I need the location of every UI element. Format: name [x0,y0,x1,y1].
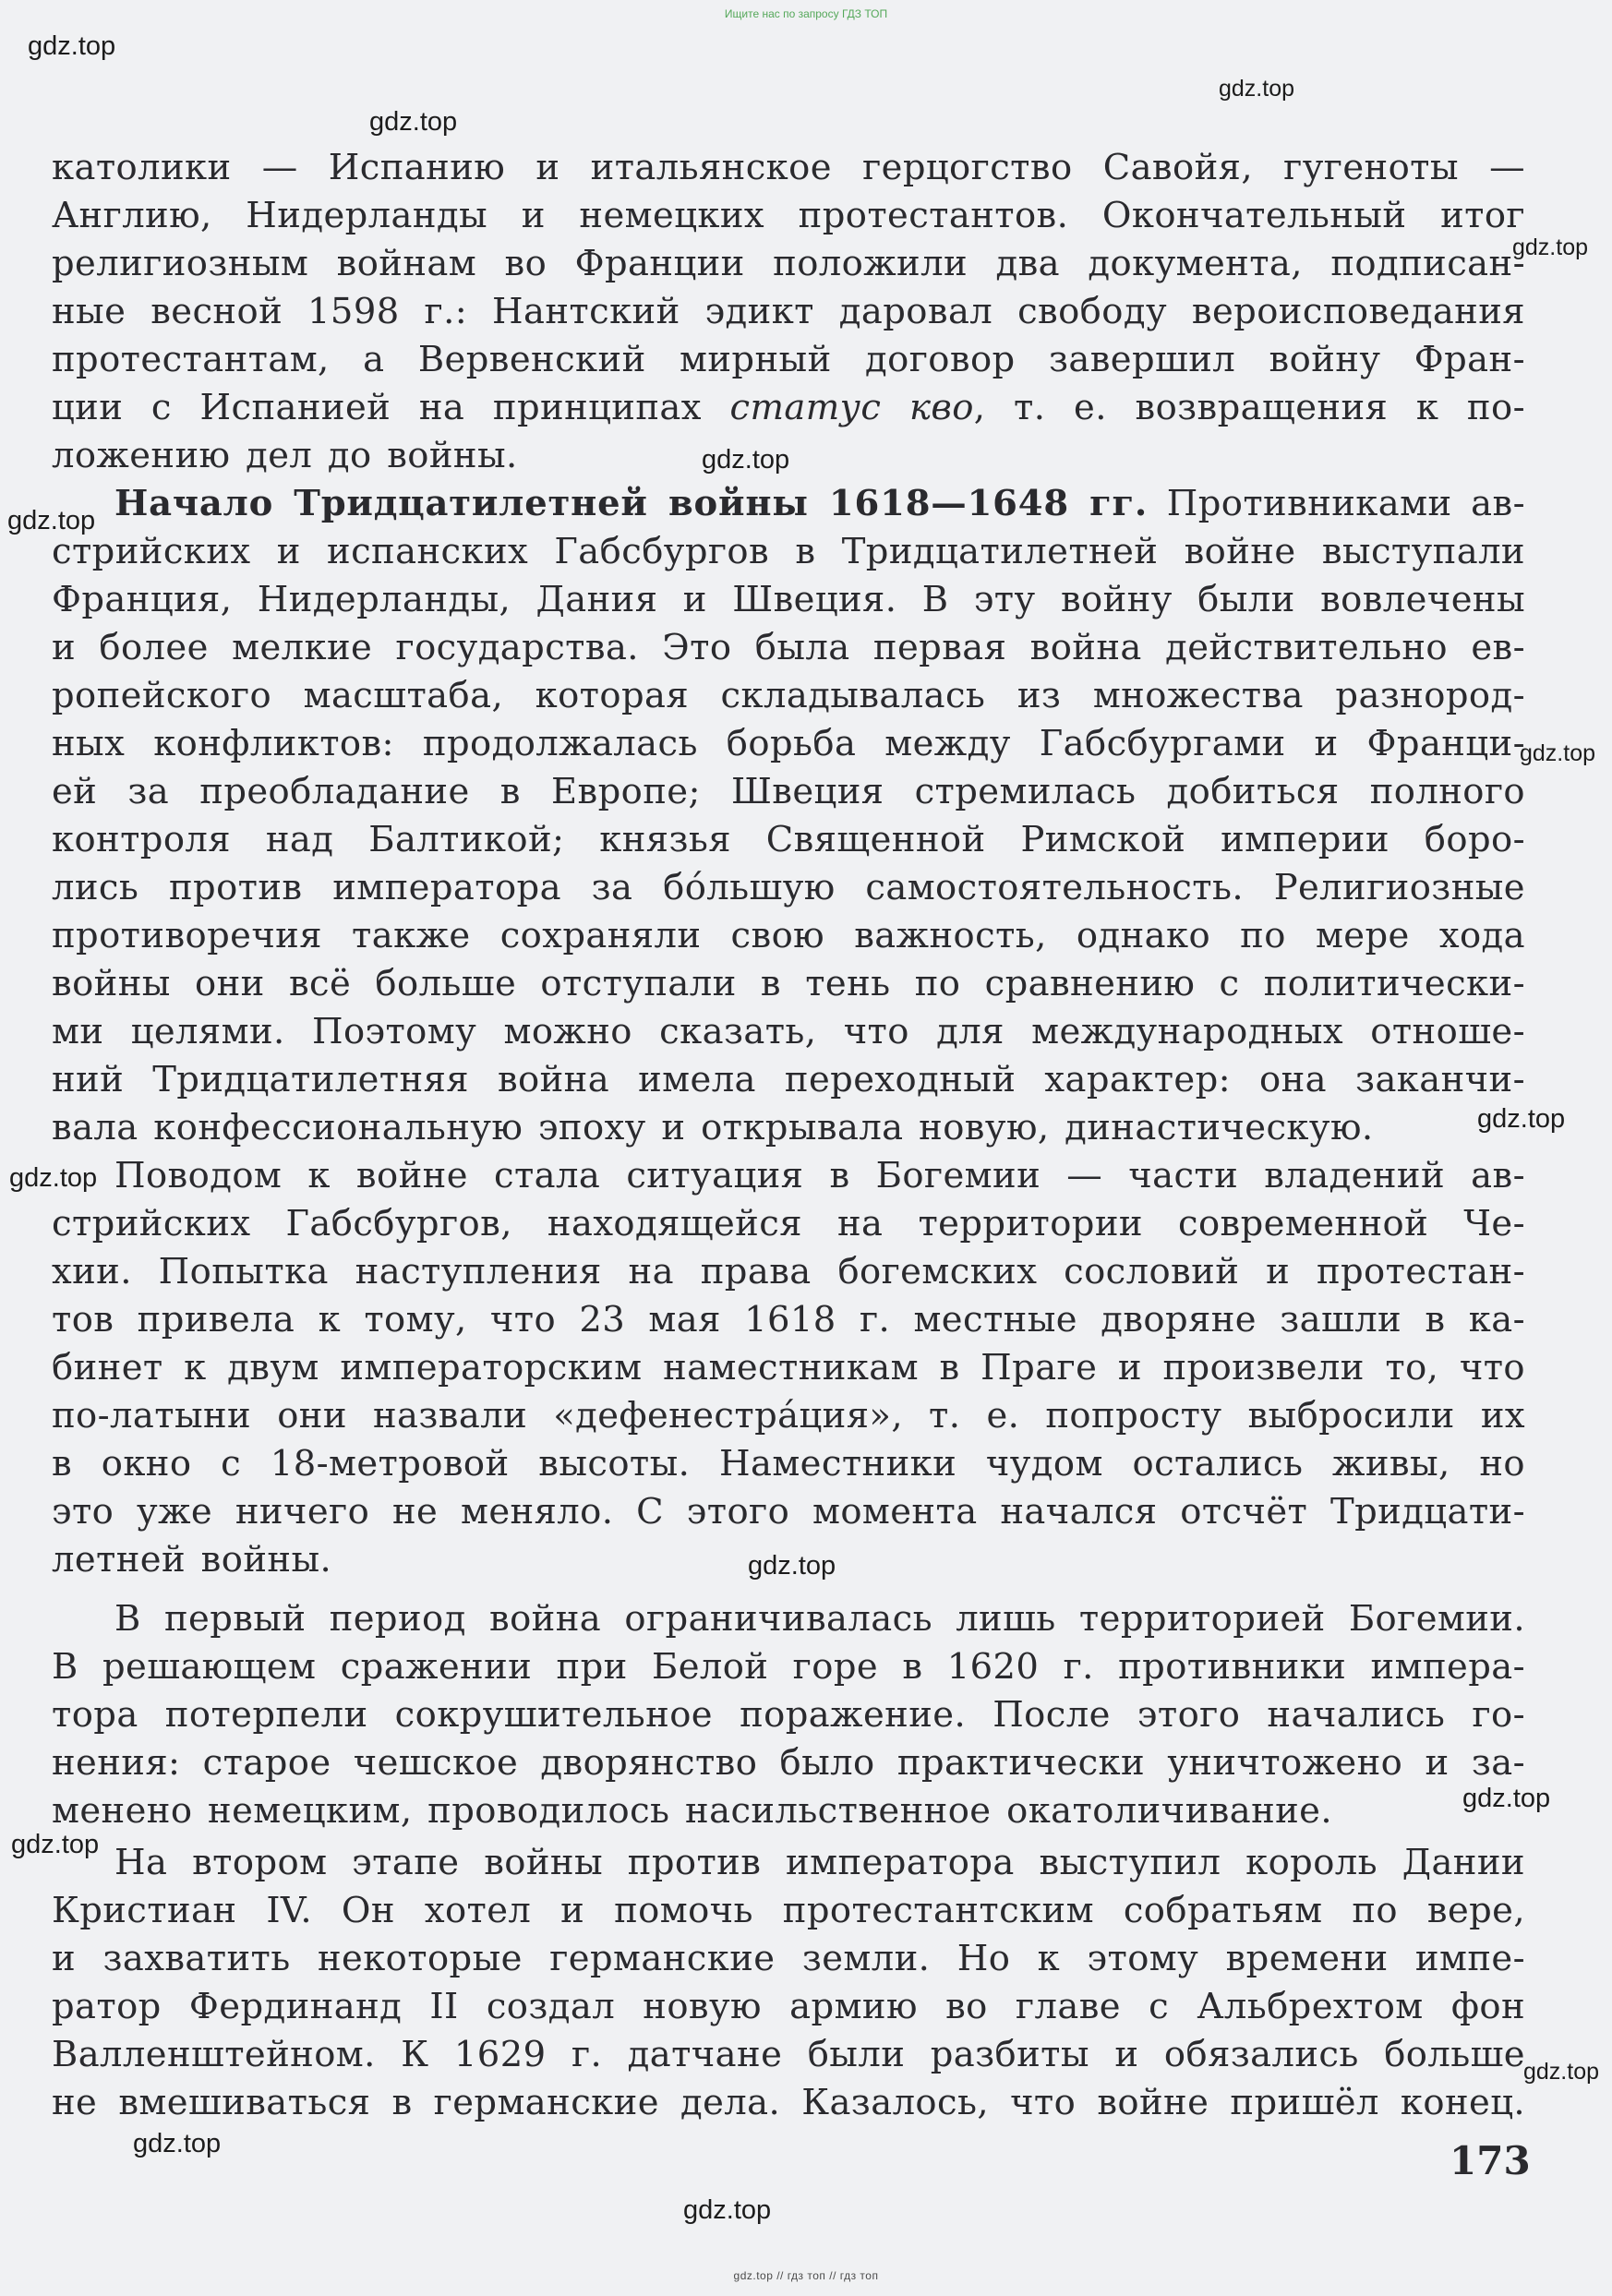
text-line: войны они всё больше отступали в тень по сравнению с политически- [52,963,1525,1004]
text-line: ми целями. Поэтому можно сказать, что для международных отноше- [52,1011,1525,1052]
watermark: gdz.top [1462,1784,1551,1813]
text-line: противоречия также сохраняли свою важность, однако по мере хода [52,915,1525,956]
text-line: менено немецким, проводилось насильственное окатоличивание. [52,1790,1333,1832]
text-line: это уже ничего не меняло. С этого момента начался отсчёт Тридцати- [52,1491,1525,1533]
text-line: вала конфессиональную эпоху и открывала новую, династическую. [52,1107,1374,1148]
watermark: gdz.top [7,506,96,535]
text-line: ложению дел до войны. [52,435,518,476]
text-line: протестантам, а Вервенский мирный договор завершил войну Фран- [52,339,1525,380]
text-line: католики — Испанию и итальянское герцогство Савойя, гугеноты — [52,147,1525,188]
top-banner: Ищите нас по запросу ГДЗ ТОП [724,7,888,20]
watermark: gdz.top [1477,1104,1566,1134]
watermark: gdz.top [9,1163,98,1193]
watermark: gdz.top [1512,234,1589,260]
text-line: ных конфликтов: продолжалась борьба между Габсбургами и Франци- [52,723,1525,764]
watermark: gdz.top [1523,2059,1600,2085]
text-line: контроля над Балтикой; князья Священной Римской империи боро- [52,819,1525,860]
text-line: Кристиан IV. Он хотел и помочь протестантским собратьям по вере, [52,1890,1525,1931]
text-line: На втором этапе войны против императора выступил король Дании [114,1842,1525,1883]
watermark: gdz.top [1219,76,1295,102]
text-line: ний Тридцатилетняя война имела переходный характер: она заканчи- [52,1059,1525,1100]
text-line: бинет к двум императорским наместникам в Праге и произвели то, что [52,1347,1525,1388]
text-line: ратор Фердинанд II создал новую армию во главе с Альбрехтом фон [52,1986,1525,2027]
text-line: Англию, Нидерланды и немецких протестантов. Окончательный итог [52,195,1525,236]
text-line: В решающем сражении при Белой горе в 1620 г. противники импера- [52,1646,1525,1688]
text-line: ропейского масштаба, которая складывалась из множества разнород- [52,675,1525,716]
text-line: Поводом к войне стала ситуация в Богемии — части владений ав- [114,1155,1525,1196]
text-line: стрийских Габсбургов, находящейся на территории современной Че- [52,1203,1525,1244]
text-line: Валленштейном. К 1629 г. датчане были разбиты и обязались больше [52,2034,1525,2075]
text-line: лись против императора за бóльшую самостоятельность. Религиозные [52,867,1525,908]
watermark: gdz.top [683,2195,772,2225]
text-line: В первый период война ограничивалась лишь территорией Богемии. [114,1598,1525,1640]
watermark: gdz.top [702,445,790,475]
text-line: религиозным войнам во Франции положили два документа, подписан- [52,243,1525,284]
text-line: и более мелкие государства. Это была первая война действительно ев- [52,627,1525,668]
text-line: стрийских и испанских Габсбургов в Тридцатилетней войне выступали [52,531,1525,572]
watermark: gdz.top [133,2129,222,2158]
text-line [114,480,1525,528]
text-line: ные весной 1598 г.: Нантский эдикт даровал свободу вероисповедания [52,291,1525,332]
text-line: в окно с 18-метровой высоты. Наместники чудом остались живы, но [52,1443,1525,1485]
text-line: тов привела к тому, что 23 мая 1618 г. местные дворяне зашли в ка- [52,1299,1525,1340]
text-line: нения: старое чешское дворянство было практически уничтожено и за- [52,1742,1525,1784]
text-line: летней войны. [52,1539,332,1581]
bottom-banner: gdz.top // гдз топ // гдз топ [733,2269,879,2282]
page-number: 173 [1450,2138,1531,2183]
text-span: Противниками ав- [1148,483,1525,524]
watermark: gdz.top [369,107,458,137]
text-line: хии. Попытка наступления на права богемских сословий и протестан- [52,1251,1525,1292]
text-line: тора потерпели сокрушительное поражение. После этого начались го- [52,1694,1525,1736]
watermark: gdz.top [28,31,116,61]
text-line: по-латыни они назвали «дефенестрáция», т. е. попросту выбросили их [52,1395,1525,1437]
watermark: gdz.top [11,1830,100,1859]
text-line: Франция, Нидерланды, Дания и Швеция. В эту войну были вовлечены [52,579,1525,620]
italic-term: статус кво [729,387,974,428]
watermark: gdz.top [748,1551,836,1581]
text-line: и захватить некоторые германские земли. Но к этому времени импе- [52,1938,1525,1979]
watermark: gdz.top [1520,740,1596,766]
text-span: ции с Испанией на принципах [52,387,730,428]
text-line: ей за преобладание в Европе; Швеция стремилась добиться полного [52,771,1525,812]
text-span: , т. е. возвращения к по- [973,387,1525,428]
text-line [52,384,1525,432]
section-heading: Начало Тридцатилетней войны 1618—1648 гг. [114,483,1149,524]
text-line: не вмешиваться в германские дела. Казалось, что войне пришёл конец. [52,2082,1525,2123]
